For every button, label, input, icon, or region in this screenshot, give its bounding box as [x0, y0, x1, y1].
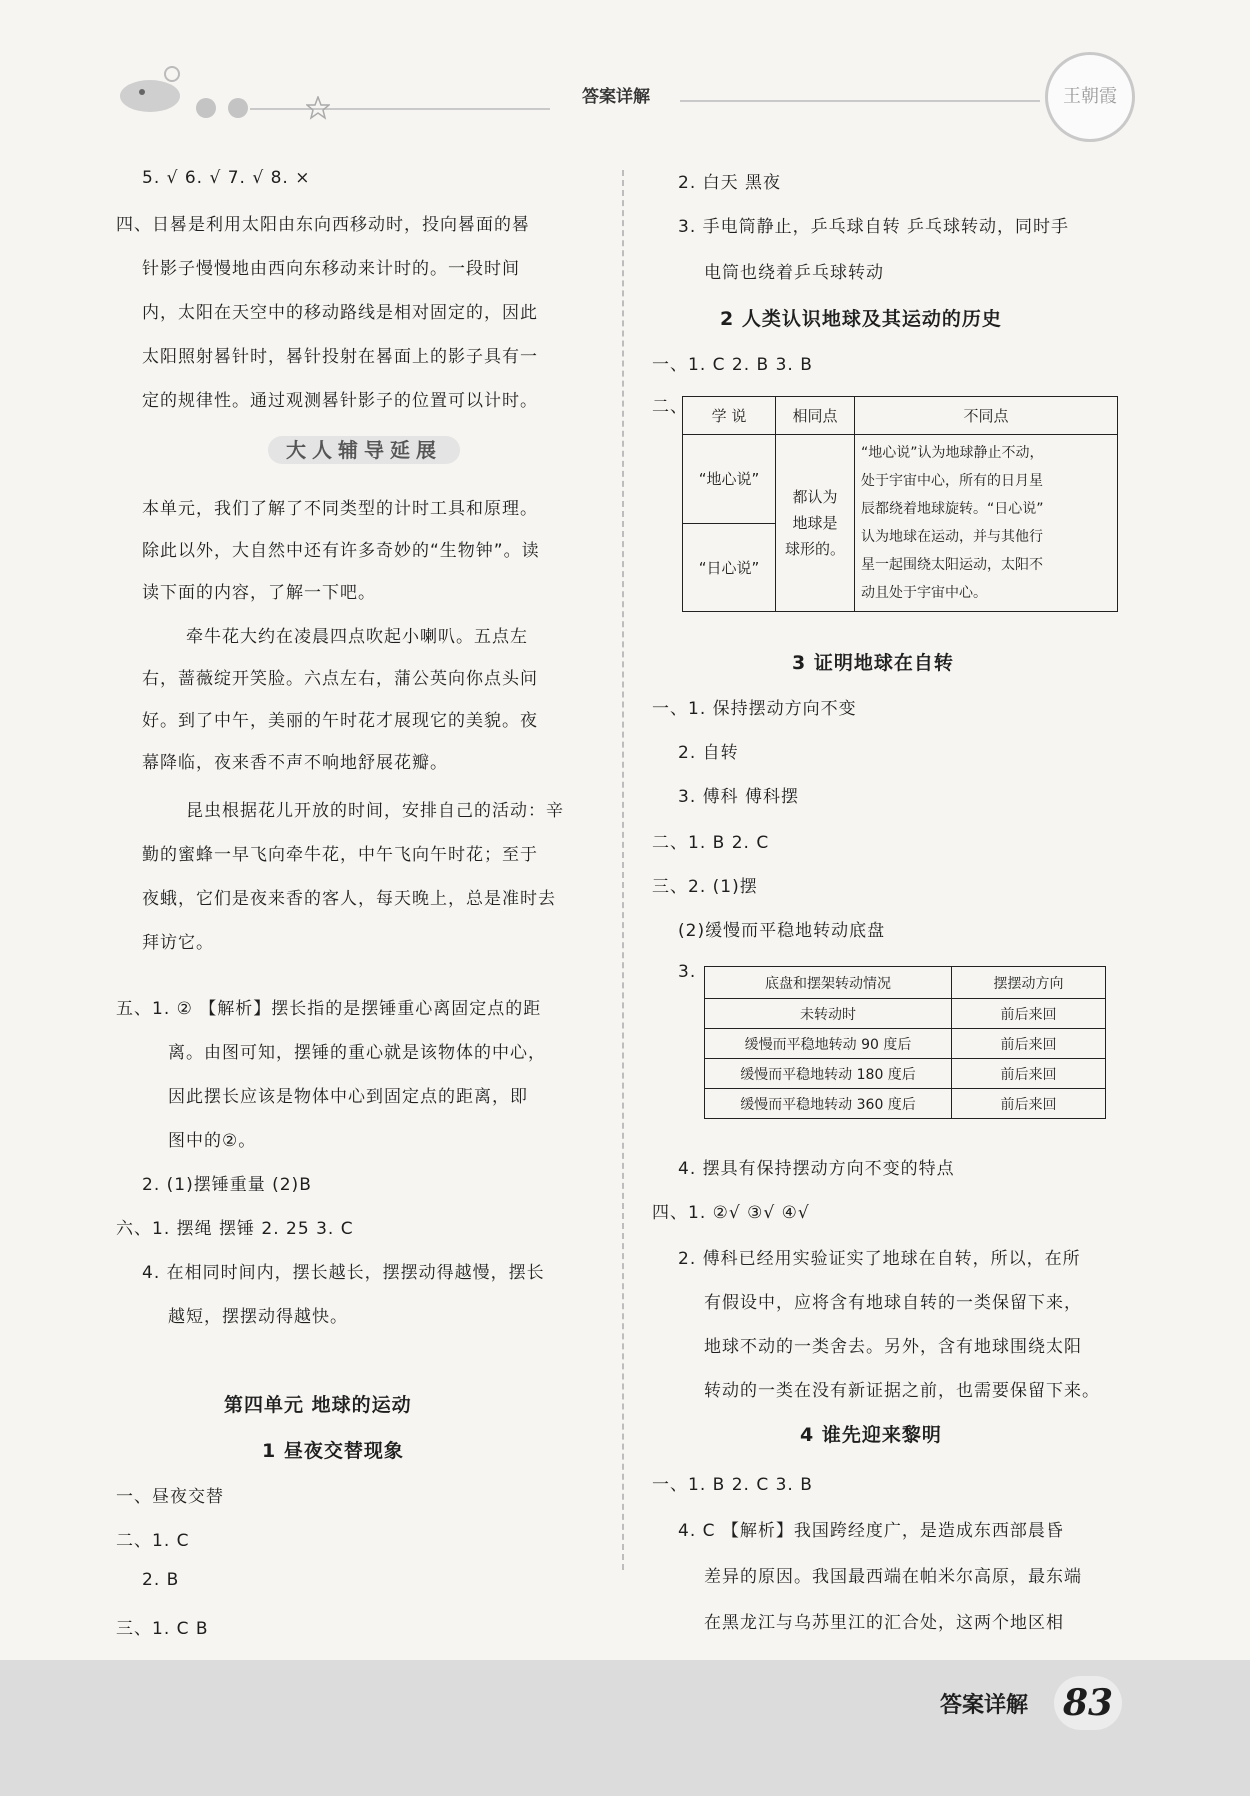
paragraph-line: 在黑龙江与乌苏里江的汇合处，这两个地区相 — [704, 1613, 1064, 1633]
extension-banner — [264, 432, 464, 468]
page-number: 83 — [1054, 1676, 1122, 1730]
answer-line: 2. (1)摆锤重量 (2)B — [142, 1175, 312, 1195]
logo-text: 王朝霞 — [1063, 86, 1117, 107]
answer-line: 3. — [678, 962, 697, 982]
paragraph-line: 右，蔷薇绽开笑脸。六点左右，蒲公英向你点头问 — [142, 669, 538, 689]
answer-line: 一、1. B 2. C 3. B — [652, 1475, 813, 1495]
table-header: 学 说 — [683, 397, 776, 435]
table-header: 摆摆动方向 — [952, 967, 1106, 999]
paragraph-line: 针影子慢慢地由西向东移动来计时的。一段时间 — [142, 259, 520, 279]
lesson-title: 3 证明地球在自转 — [792, 652, 954, 674]
table-cell: 前后来回 — [952, 1089, 1106, 1119]
paragraph-line: 牵牛花大约在凌晨四点吹起小喇叭。五点左 — [186, 627, 528, 647]
footer-band — [0, 1660, 1250, 1796]
answer-line: 三、1. C B — [116, 1619, 209, 1639]
diff-line: 星一起围绕太阳运动，太阳不 — [861, 557, 1043, 573]
answer-line: 二、 — [652, 397, 688, 417]
banner-label: 大人辅导延展 — [286, 438, 442, 462]
paragraph-line: 越短，摆摆动得越快。 — [168, 1307, 348, 1327]
answer-line: 2. 白天 黑夜 — [678, 173, 782, 193]
header-rule — [680, 100, 1040, 102]
footer-label: 答案详解 — [940, 1693, 1029, 1718]
lesson-title: 4 谁先迎来黎明 — [800, 1424, 942, 1446]
star-icon — [306, 96, 330, 120]
diff-line: 辰都绕着地球旋转。“日心说” — [861, 501, 1044, 517]
answer-line: 一、1. 保持摆动方向不变 — [652, 699, 857, 719]
paragraph-line: 本单元，我们了解了不同类型的计时工具和原理。 — [142, 499, 538, 519]
paragraph-line: 差异的原因。我国最西端在帕米尔高原，最东端 — [704, 1567, 1082, 1587]
table-cell: 缓慢而平稳地转动 360 度后 — [705, 1089, 952, 1119]
table-cell-diff — [855, 435, 1118, 612]
lesson-title: 1 昼夜交替现象 — [262, 1440, 404, 1462]
header-rule — [250, 108, 550, 110]
table-header: 相同点 — [776, 397, 855, 435]
answer-line: 3. 傅科 傅科摆 — [678, 787, 800, 807]
whale-icon — [112, 62, 192, 116]
paragraph-line: 幕降临，夜来香不声不响地舒展花瓣。 — [142, 753, 448, 773]
table-cell: “地心说” — [683, 435, 776, 524]
answer-line: 一、昼夜交替 — [116, 1487, 224, 1507]
answer-line: (2)缓慢而平稳地转动底盘 — [678, 921, 886, 941]
answer-line: 5. √ 6. √ 7. √ 8. × — [142, 168, 311, 188]
theory-table — [682, 396, 1118, 612]
publisher-logo — [1045, 52, 1135, 142]
paragraph-line: 4. C 【解析】我国跨经度广，是造成东西部晨昏 — [678, 1521, 1064, 1541]
header-title: 答案详解 — [582, 87, 650, 107]
table-cell: 前后来回 — [952, 1059, 1106, 1089]
table-cell: 缓慢而平稳地转动 180 度后 — [705, 1059, 952, 1089]
table-cell-same — [776, 435, 855, 612]
table-cell: 未转动时 — [705, 999, 952, 1029]
answer-line: 2. 自转 — [678, 743, 739, 763]
table-cell: “日心说” — [683, 523, 776, 612]
diff-line: 处于宇宙中心，所有的日月星 — [861, 473, 1043, 489]
answer-line: 4. 摆具有保持摆动方向不变的特点 — [678, 1159, 955, 1179]
answer-line: 二、1. B 2. C — [652, 833, 770, 853]
table-header: 不同点 — [855, 397, 1118, 435]
paragraph-line: 夜蛾，它们是夜来香的客人，每天晚上，总是准时去 — [142, 889, 556, 909]
paragraph-line: 拜访它。 — [142, 933, 214, 953]
diff-line: 认为地球在运动，并与其他行 — [861, 529, 1043, 545]
paragraph-line: 因此摆长应该是物体中心到固定点的距离，即 — [168, 1087, 528, 1107]
answer-line: 二、1. C — [116, 1531, 190, 1551]
paragraph-line: 四、日晷是利用太阳由东向西移动时，投向晷面的晷 — [116, 215, 530, 235]
table-cell: 缓慢而平稳地转动 90 度后 — [705, 1029, 952, 1059]
diff-line: 动且处于宇宙中心。 — [861, 585, 987, 601]
paragraph-line: 图中的②。 — [168, 1131, 257, 1151]
paragraph-line: 离。由图可知，摆锤的重心就是该物体的中心， — [168, 1043, 546, 1063]
same-line: 地球是 — [792, 514, 838, 532]
page-header — [0, 0, 1250, 140]
paragraph-line: 读下面的内容，了解一下吧。 — [142, 583, 376, 603]
answer-line: 三、2. (1)摆 — [652, 877, 758, 897]
paragraph-line: 2. 傅科已经用实验证实了地球在自转，所以，在所 — [678, 1249, 1081, 1269]
paragraph-line: 除此以外，大自然中还有许多奇妙的“生物钟”。读 — [142, 541, 540, 561]
answer-line: 2. B — [142, 1570, 180, 1590]
table-cell: 前后来回 — [952, 1029, 1106, 1059]
paragraph-line: 勤的蜜蜂一早飞向牵牛花，中午飞向午时花；至于 — [142, 845, 538, 865]
header-dot — [228, 98, 248, 118]
paragraph-line: 有假设中，应将含有地球自转的一类保留下来， — [704, 1293, 1082, 1313]
lesson-title: 2 人类认识地球及其运动的历史 — [720, 308, 1002, 330]
answer-line: 六、1. 摆绳 摆锤 2. 25 3. C — [116, 1219, 354, 1239]
paragraph-line: 五、1. ② 【解析】摆长指的是摆锤重心离固定点的距 — [116, 999, 542, 1019]
column-divider — [622, 170, 624, 1570]
paragraph-line: 4. 在相同时间内，摆长越长，摆摆动得越慢，摆长 — [142, 1263, 545, 1283]
answer-line: 四、1. ②√ ③√ ④√ — [652, 1203, 810, 1223]
paragraph-line: 内，太阳在天空中的移动路线是相对固定的，因此 — [142, 303, 538, 323]
paragraph-line: 地球不动的一类舍去。另外，含有地球围绕太阳 — [704, 1337, 1082, 1357]
same-line: 球形的。 — [784, 540, 845, 558]
paragraph-line: 太阳照射晷针时，晷针投射在晷面上的影子具有一 — [142, 347, 538, 367]
table-cell: 前后来回 — [952, 999, 1106, 1029]
answer-line: 一、1. C 2. B 3. B — [652, 355, 813, 375]
paragraph-line: 3. 手电筒静止，乒乓球自转 乒乓球转动，同时手 — [678, 217, 1070, 237]
paragraph-line: 电筒也绕着乒乓球转动 — [704, 263, 884, 283]
unit-title: 第四单元 地球的运动 — [224, 1394, 412, 1416]
table-header: 底盘和摆架转动情况 — [705, 967, 952, 999]
paragraph-line: 好。到了中午，美丽的午时花才展现它的美貌。夜 — [142, 711, 538, 731]
header-dot — [196, 98, 216, 118]
paragraph-line: 转动的一类在没有新证据之前，也需要保留下来。 — [704, 1381, 1100, 1401]
diff-line: “地心说”认为地球静止不动， — [861, 445, 1044, 461]
paragraph-line: 定的规律性。通过观测晷针影子的位置可以计时。 — [142, 391, 538, 411]
same-line: 都认为 — [792, 488, 838, 506]
paragraph-line: 昆虫根据花儿开放的时间，安排自己的活动：辛 — [186, 801, 564, 821]
pendulum-table — [704, 966, 1106, 1119]
